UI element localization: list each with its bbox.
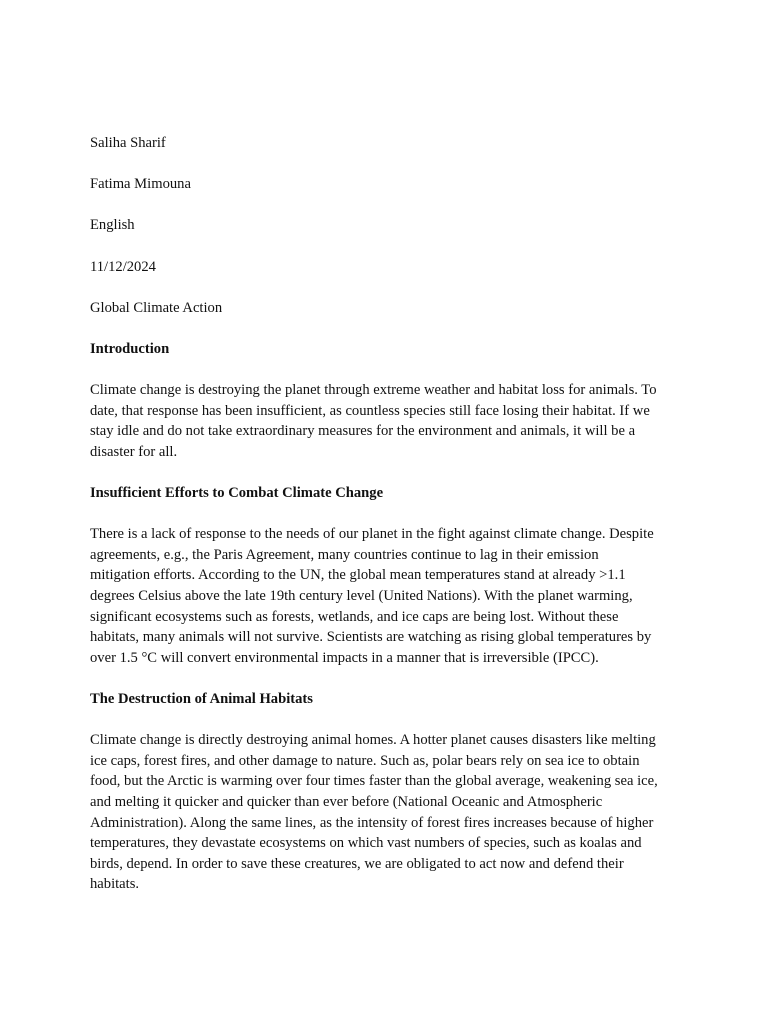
section-heading: Insufficient Efforts to Combat Climate Change (90, 485, 384, 502)
document-date: 11/12/2024 (90, 258, 156, 275)
paragraph-line: disaster for all. (90, 443, 178, 460)
paragraph-line: ice caps, forest fires, and other damage to nature. Such as, polar bears rely on sea ice to obtain (90, 752, 640, 769)
section-introduction (90, 339, 690, 463)
paragraph-line: mitigation efforts. According to the UN, the global mean temperatures stand at already >1.1 (90, 567, 626, 584)
paragraph-line: birds, depend. In order to save these creatures, we are obligated to act now and defend their (90, 855, 624, 872)
paragraph-line: Climate change is directly destroying animal homes. A hotter planet causes disasters like melting (90, 732, 656, 749)
author-name: Saliha Sharif (90, 135, 166, 151)
paragraph-line: food, but the Arctic is warming over four times faster than the global average, weakening sea ice, (90, 773, 658, 790)
paragraph-line: agreements, e.g., the Paris Agreement, many countries continue to lag in their emission (90, 546, 599, 563)
paragraph-line: There is a lack of response to the needs of our planet in the fight against climate change. Despite (90, 526, 654, 543)
paragraph-line: habitats. (90, 876, 140, 893)
paragraph (90, 730, 690, 895)
paragraph-line: stay idle and do not take extraordinary measures for the environment and animals, it will be a (90, 423, 636, 440)
paragraph-line: habitats, many animals will not survive. Scientists are watching as rising global temperatures by (90, 629, 652, 646)
section-habitat-destruction (90, 689, 690, 895)
paragraph-line: and melting it quicker and quicker than ever before (National Oceanic and Atmospheric (90, 794, 603, 810)
section-insufficient-efforts (90, 483, 690, 668)
paragraph-line: Climate change is destroying the planet through extreme weather and habitat loss for animals. To (90, 382, 657, 399)
section-heading: The Destruction of Animal Habitats (90, 691, 313, 708)
paragraph-line: date, that response has been insufficient, as countless species still face losing their habitat. If we (90, 402, 650, 419)
course-name: English (90, 217, 135, 234)
instructor-name: Fatima Mimouna (90, 176, 191, 193)
paragraph-line: temperatures, they devastate ecosystems on which vast numbers of species, such as koalas and (90, 835, 642, 852)
paragraph-line: over 1.5 °C will convert environmental impacts in a manner that is irreversible (IPCC). (90, 649, 599, 666)
document-title: Global Climate Action (90, 299, 223, 316)
document-page (90, 133, 690, 916)
paragraph (90, 524, 690, 668)
paragraph (90, 380, 690, 462)
paragraph-line: significant ecosystems such as forests, wetlands, and ice caps are being lost. Without these (90, 608, 619, 625)
paragraph-line: Administration). Along the same lines, as the intensity of forest fires increases because of higher (90, 814, 654, 831)
paragraph-line: degrees Celsius above the late 19th century level (United Nations). With the planet warming, (90, 588, 633, 605)
section-heading: Introduction (90, 340, 170, 357)
